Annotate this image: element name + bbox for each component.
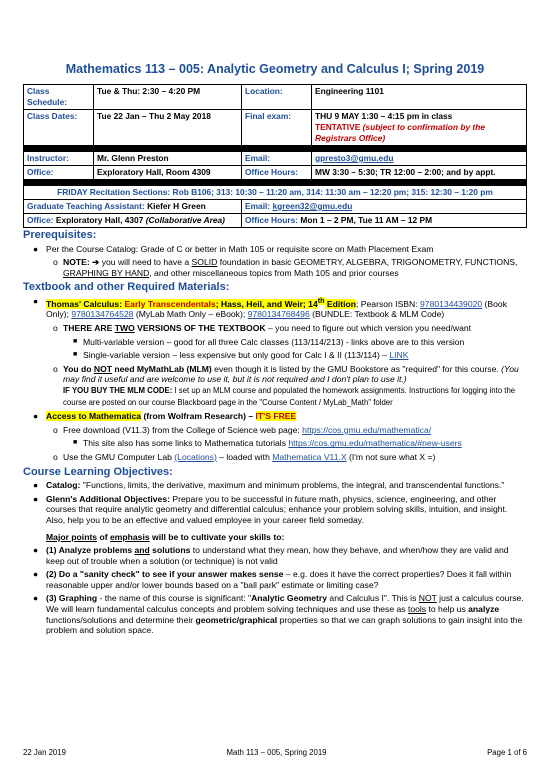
- prerequisites-list: [23, 244, 527, 279]
- mlm-text: need MyMathLab (MLM): [112, 363, 212, 374]
- office-hours-value: MW 3:30 – 5:30; TR 12:00 – 2:00; and by appt.: [315, 167, 496, 177]
- mlm-note: (You may find it useful and are welcome to use it, but it is not required and I don't plan to use it.): [63, 363, 519, 385]
- gta-label: Graduate Teaching Assistant:: [27, 201, 145, 211]
- gta-email-label: Email:: [245, 201, 271, 211]
- isbn-text: (MyLab Math Only – eBook);: [133, 309, 248, 320]
- book-edition-type: Early Transcendentals: [124, 298, 216, 309]
- square-bullet-icon: ■: [73, 439, 78, 447]
- point1-text: to understand what they mean, how they behave, and when/how they are valid and keep out of trouble when a solution (or technique) is not valid: [46, 545, 509, 566]
- versions-text: – you need to figure out which version you need/want: [265, 323, 472, 334]
- major-points: Major points: [46, 531, 98, 542]
- instructor-row: [24, 152, 527, 166]
- list-item: [23, 257, 527, 278]
- point3-analyze: analyze: [468, 604, 500, 615]
- isbn-mlm-link[interactable]: 9780134764528: [71, 309, 134, 320]
- circle-bullet-icon: o: [53, 323, 58, 334]
- isbn-text: (BUNDLE: Textbook & MLM Code): [309, 309, 445, 320]
- gta-office-label: Office:: [27, 215, 54, 225]
- bullet-icon: ●: [33, 480, 39, 491]
- point3-text: and Calculus I". This is: [327, 593, 419, 604]
- lab-text: – loaded with: [216, 451, 273, 462]
- gta-row: [24, 200, 527, 214]
- tentative-note: (subject to confirmation by the Registrars Office): [315, 122, 485, 143]
- class-dates-label: Class Dates:: [27, 111, 78, 121]
- gta-name: Kiefer H Green: [147, 201, 206, 211]
- prereq-catalog-text: Per the Course Catalog: Grade of C or better in Math 105 or requisite score on Math Placement Exam: [46, 243, 434, 254]
- list-item: [23, 296, 527, 320]
- point3-text: just a calculus course. We will learn fundamental calculus concepts and problem solving techniques and use these as: [46, 593, 524, 615]
- bullet-icon: ●: [33, 569, 39, 580]
- arrow-right-icon: ➔: [92, 257, 100, 268]
- footer-page-number: Page 1 of 6: [487, 748, 527, 757]
- book-authors: ; Hass, Heil, and Weir; 14: [215, 298, 318, 309]
- lab-text: (I'm not sure what X =): [346, 451, 436, 462]
- class-schedule-value: Tue & Thu: 2:30 – 4:20 PM: [97, 86, 201, 96]
- list-item: [23, 244, 527, 255]
- isbn-book-link[interactable]: 9780134439020: [420, 298, 483, 309]
- book-edition-sup: th: [317, 296, 325, 305]
- isbn-text: ; Pearson ISBN:: [356, 298, 421, 309]
- tentative-badge: TENTATIVE: [315, 122, 361, 132]
- list-item: [23, 425, 527, 436]
- list-item: [23, 364, 527, 408]
- note-text: , and other miscellaneous topics from Math 105 and prior courses: [149, 267, 399, 278]
- gta-office-value: Exploratory Hall, 4307: [55, 215, 144, 225]
- multi-variable-text: Multi-variable version – good for all three Calc classes (113/114/213) - links above are to this version: [83, 336, 465, 347]
- point3-text: functions/solutions and determine their: [46, 614, 196, 625]
- lab-text: Use the GMU Computer Lab: [63, 451, 175, 462]
- single-variable-link[interactable]: LINK: [389, 350, 409, 361]
- lab-locations-link[interactable]: (Locations): [174, 451, 217, 462]
- note-label: NOTE:: [63, 257, 90, 268]
- square-bullet-icon: ■: [73, 351, 78, 359]
- mlm-buy-text: I set up an MLM course and populated the homework assignments. Instructions for logging into the course are posted on our course Blackboard page in the "Course Content / MyLab_Math" folder: [63, 385, 516, 407]
- note-text: you will need to have a: [101, 257, 192, 268]
- instructor-name: Mr. Glenn Preston: [97, 153, 169, 163]
- list-item: [23, 545, 527, 566]
- mlm-buy-label: IF YOU BUY THE MLM CODE:: [63, 385, 173, 395]
- single-variable-text: Single-variable version – less expensive but only good for Calc I & II (113/114) –: [83, 350, 390, 361]
- office-row: [24, 166, 527, 180]
- recitation-row: [24, 186, 527, 200]
- mlm-text: You do: [63, 363, 94, 374]
- list-item: [23, 452, 527, 463]
- page-title: Mathematics 113 – 005: Analytic Geometry and Calculus I; Spring 2019: [65, 62, 485, 76]
- footer-course: Math 113 – 005, Spring 2019: [226, 748, 327, 757]
- point3-geometric: geometric/graphical: [195, 614, 278, 625]
- list-item: [23, 480, 527, 491]
- objectives-heading: Course Learning Objectives:: [23, 465, 173, 478]
- list-item: [23, 350, 527, 361]
- final-exam-value: THU 9 MAY 1:30 – 4:15 pm in class: [315, 111, 453, 121]
- bullet-icon: ●: [33, 295, 39, 306]
- note-graphing: GRAPHING BY HAND: [63, 267, 150, 278]
- circle-bullet-icon: o: [53, 363, 58, 374]
- point3-tools: tools: [407, 604, 427, 615]
- gta-office-note: (Collaborative Area): [145, 215, 225, 225]
- mathematica-version-link[interactable]: Mathematica V11.X: [272, 451, 347, 462]
- point3-text: to help us: [426, 604, 469, 615]
- textbook-list: [23, 296, 527, 463]
- office-value: Exploratory Hall, Room 4309: [97, 167, 211, 177]
- mathematica-download-link[interactable]: https://cos.gmu.edu/mathematica/: [302, 424, 432, 435]
- mlm-text: even though it is listed by the GMU Bookstore as "required" for this course.: [211, 363, 502, 374]
- gta-email-link[interactable]: kgreen32@gmu.edu: [272, 201, 353, 211]
- objectives-list: [23, 480, 527, 636]
- mathematica-free: IT'S FREE: [255, 411, 297, 422]
- major-emphasis: emphasis: [109, 531, 150, 542]
- circle-bullet-icon: o: [53, 257, 58, 268]
- versions-two: TWO: [114, 323, 135, 334]
- point3-title: (3) Graphing: [46, 593, 98, 604]
- point1-and: and: [134, 545, 150, 556]
- catalog-text: "Functions, limits, the derivative, maximum and minimum problems, the integral, and transcendental functions.": [80, 480, 505, 491]
- isbn-text: (Book Only);: [46, 298, 508, 320]
- book-edition: Edition: [324, 298, 357, 309]
- recitation-sections: FRIDAY Recitation Sections: Rob B106; 313: 10:30 – 11:20 am, 314: 11:30 am – 12:20 pm; 315: 12:30 – 1:20 pm: [57, 187, 493, 197]
- versions-text: VERSIONS OF THE TEXTBOOK: [134, 323, 266, 334]
- catalog-label: Catalog:: [46, 480, 81, 491]
- book-title: Thomas' Calculus:: [46, 298, 125, 309]
- list-item: [23, 337, 527, 348]
- instructor-label: Instructor:: [27, 153, 69, 163]
- list-item: [23, 494, 527, 526]
- point2-text: – e.g. does it have the correct properties? Does it fall within reasonable upper and/or lower bounds based on a "ball park" estimate or limiting case?: [46, 569, 512, 590]
- page-footer: [23, 748, 527, 757]
- schedule-row: [24, 85, 527, 110]
- list-item: [23, 323, 527, 334]
- location-value: Engineering 1101: [315, 86, 384, 96]
- list-item: [23, 569, 527, 590]
- textbook-heading: Textbook and other Required Materials:: [23, 281, 230, 294]
- bullet-icon: ●: [33, 411, 39, 422]
- mlm-not: NOT: [93, 363, 113, 374]
- point3-analytic: Analytic Geometry: [251, 593, 328, 604]
- list-item: [23, 438, 527, 449]
- square-bullet-icon: ■: [73, 337, 78, 345]
- list-item: [23, 532, 527, 543]
- glenn-objectives-label: Glenn's Additional Objectives:: [46, 493, 170, 504]
- point3-text: properties so that we can graph solutions to gain insight into the problem and solution space.: [46, 614, 523, 636]
- point1-title: solutions: [149, 545, 191, 556]
- gta-hours-label: Office Hours:: [245, 215, 299, 225]
- mathematica-title: Access to Mathematica: [46, 411, 142, 422]
- isbn-bundle-link[interactable]: 9780134768496: [247, 309, 310, 320]
- point2-title: (2) Do a "sanity check" to see if your answer makes sense: [46, 569, 284, 580]
- final-exam-label: Final exam:: [245, 111, 292, 121]
- mathematica-text: (from Wolfram Research) –: [141, 411, 256, 422]
- location-label: Location:: [245, 86, 283, 96]
- bullet-icon: ●: [33, 593, 39, 604]
- glenn-objectives-text: Prepare you to be successful in future math, physics, science, engineering, and other courses that require analytic geometry and differential calculus; enhance your problem solving skills, intuition, and insight. Also, help you to be an effective and valued employee in your career field someday.: [46, 493, 508, 525]
- note-solid: SOLID: [191, 257, 218, 268]
- bullet-icon: ●: [33, 545, 39, 556]
- office-hours-label: Office Hours:: [245, 167, 299, 177]
- bullet-icon: ●: [33, 493, 39, 504]
- note-text: foundation in basic GEOMETRY, ALGEBRA, TRIGONOMETRY, FUNCTIONS,: [217, 257, 518, 268]
- email-label: Email:: [245, 153, 271, 163]
- office-label: Office:: [27, 167, 54, 177]
- major-text: of: [97, 531, 110, 542]
- syllabus-content: [23, 226, 527, 639]
- course-info-table: [23, 84, 527, 228]
- versions-text: THERE ARE: [63, 323, 115, 334]
- instructor-email-link[interactable]: gpresto3@gmu.edu: [315, 153, 394, 163]
- bullet-icon: ●: [33, 243, 39, 254]
- list-item: [23, 411, 527, 422]
- circle-bullet-icon: o: [53, 451, 58, 462]
- point1-title: (1) Analyze problems: [46, 545, 135, 556]
- prerequisites-heading: Prerequisites:: [23, 229, 97, 241]
- class-dates-value: Tue 22 Jan – Thu 2 May 2018: [97, 111, 211, 121]
- class-schedule-label: Class Schedule:: [27, 86, 68, 107]
- dates-row: [24, 110, 527, 146]
- tutorials-text: This site also has some links to Mathematica tutorials: [83, 438, 289, 449]
- footer-date: 22 Jan 2019: [23, 748, 66, 757]
- major-text: will be to cultivate your skills to:: [149, 531, 285, 542]
- circle-bullet-icon: o: [53, 424, 58, 435]
- gta-hours-value: Mon 1 – 2 PM, Tue 11 AM – 12 PM: [300, 215, 433, 225]
- list-item: [23, 593, 527, 635]
- point3-text: - the name of this course is significant: ": [97, 593, 252, 604]
- download-text: Free download (V11.3) from the College of Science web page:: [63, 424, 303, 435]
- point3-not: NOT: [418, 593, 437, 604]
- tutorials-link[interactable]: https://cos.gmu.edu/mathematica/#new-users: [288, 438, 462, 449]
